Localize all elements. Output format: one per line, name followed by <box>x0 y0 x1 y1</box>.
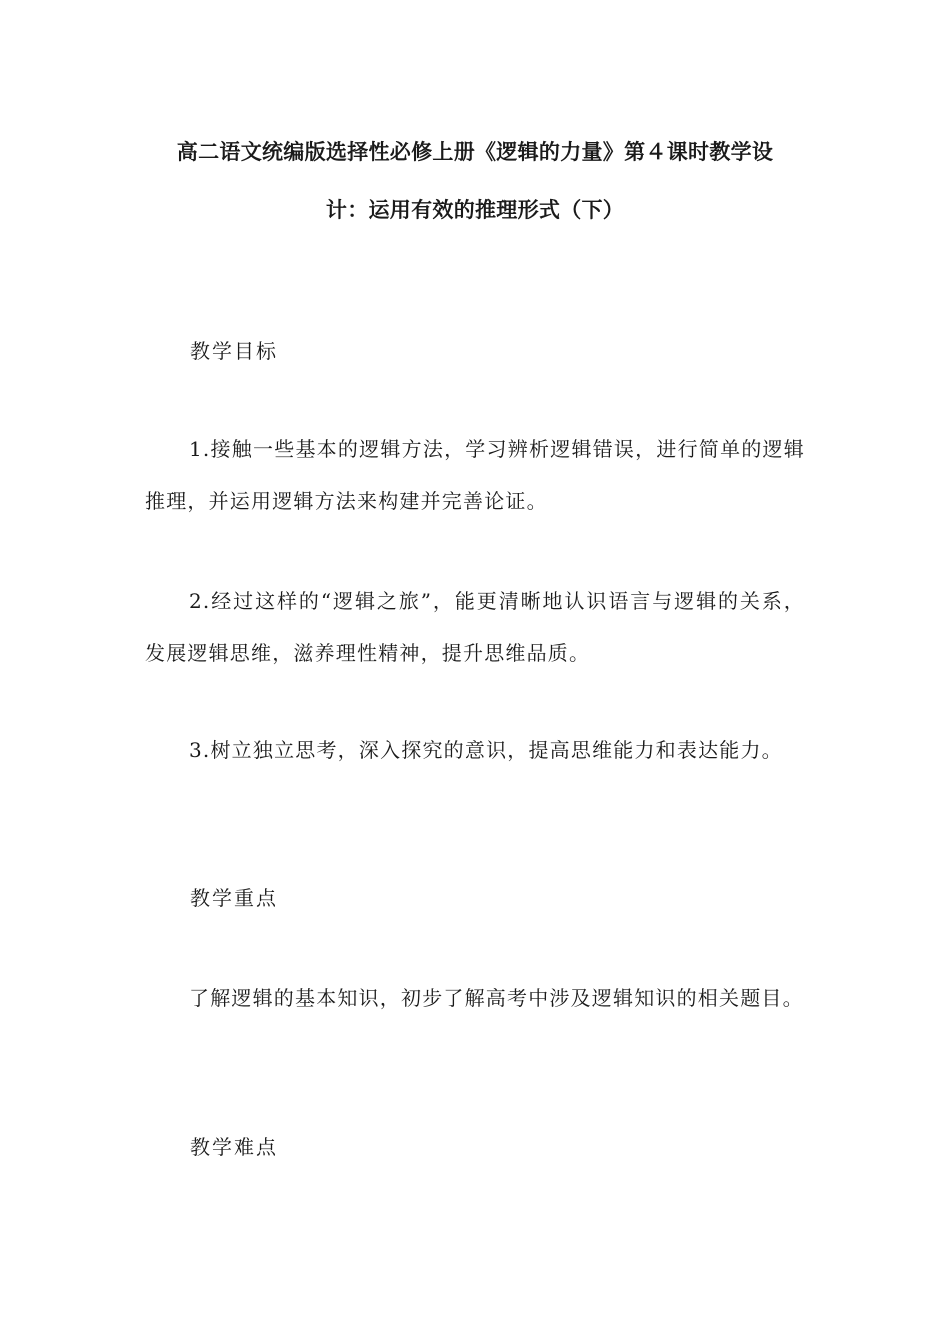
title-line-2: 计：运用有效的推理形式（下） <box>325 198 625 222</box>
title-line-1: 高二语文统编版选择性必修上册《逻辑的力量》第４课时教学设 <box>176 140 774 164</box>
objective-2-text: 2.经过这样的“逻辑之旅”，能更清晰地认识语言与逻辑的关系，发展逻辑思维，滋养理性精神，提升思维品质。 <box>145 589 805 665</box>
key-points-paragraph <box>145 972 805 1024</box>
objective-3-text: 3.树立独立思考，深入探究的意识，提高思维能力和表达能力。 <box>189 738 783 762</box>
key-points-text: 了解逻辑的基本知识，初步了解高考中涉及逻辑知识的相关题目。 <box>189 986 804 1010</box>
objective-1-paragraph <box>145 423 805 527</box>
difficulties-heading: 教学难点 <box>190 1135 278 1159</box>
objective-2-paragraph <box>145 575 805 679</box>
objective-3-paragraph <box>145 724 805 776</box>
document-title <box>140 123 810 239</box>
objectives-heading: 教学目标 <box>190 339 278 363</box>
objective-1-text: 1.接触一些基本的逻辑方法，学习辨析逻辑错误，进行简单的逻辑推理，并运用逻辑方法来构建并完善论证。 <box>145 437 805 513</box>
key-points-heading: 教学重点 <box>190 886 278 910</box>
